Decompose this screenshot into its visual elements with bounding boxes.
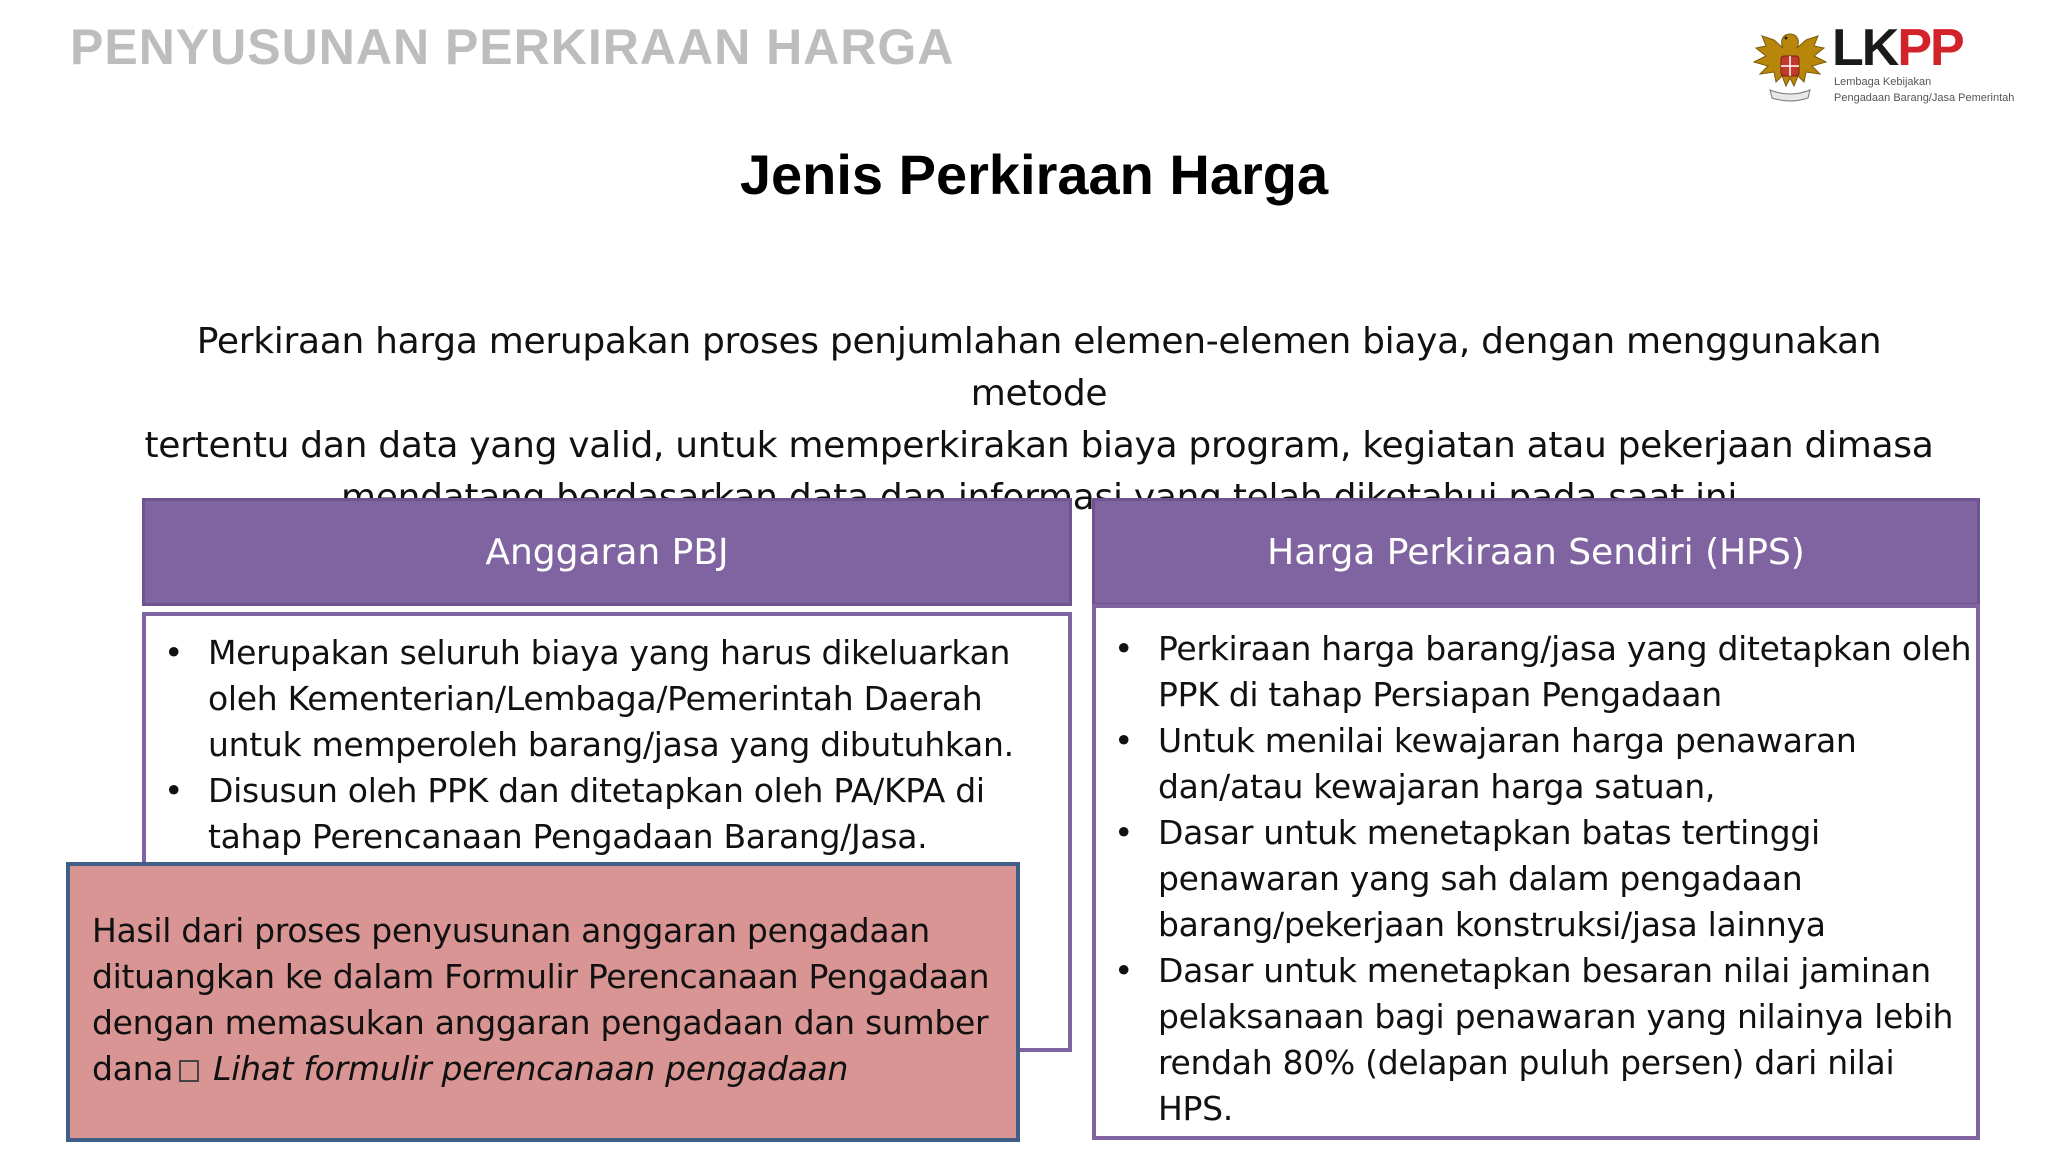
arrow-placeholder-icon [179,1060,199,1082]
logo-wordmark: LKPP [1832,19,1963,77]
garuda-emblem-icon [1752,26,1828,108]
list-item: • Perkiraan harga barang/jasa yang ditetapkan oleh PPK di tahap Persiapan Pengadaan [1096,626,1976,718]
intro-line: tertentu dan data yang valid, untuk memperkirakan biaya program, kegiatan atau pekerjaan dimasa [144,425,1934,466]
list-item: • Dasar untuk menetapkan besaran nilai jaminan pelaksanaan bagi penawaran yang nilainya lebih rendah 80% (delapan puluh persen) dari nilai HPS. [1096,948,1976,1132]
bullet-dot: • [1114,813,1134,852]
bullet-dot: • [1114,721,1134,760]
logo-tagline: Lembaga Kebijakan Pengadaan Barang/Jasa Pemerintah [1834,76,2015,104]
list-item: • Dasar untuk menetapkan batas tertinggi penawaran yang sah dalam pengadaan barang/pekerjaan konstruksi/jasa lainnya [1096,810,1976,948]
list-item: • Disusun oleh PPK dan ditetapkan oleh PA/KPA di tahap Perencanaan Pengadaan Barang/Jasa. [146,768,1068,860]
list-item: • Merupakan seluruh biaya yang harus dikeluarkan oleh Kementerian/Lembaga/Pemerintah Daerah untuk memperoleh barang/jasa yang dibutuhkan. [146,630,1068,768]
bullet-dot: • [1114,951,1134,990]
hps-header: Harga Perkiraan Sendiri (HPS) [1092,498,1980,606]
list-item: • Untuk menilai kewajaran harga penawaran dan/atau kewajaran harga satuan, [1096,718,1976,810]
anggaran-pbj-header: Anggaran PBJ [142,498,1072,606]
lkpp-logo [1752,19,2042,112]
slide-title: Jenis Perkiraan Harga [739,143,1329,206]
section-title: PENYUSUNAN PERKIRAAN HARGA [70,19,955,75]
callout-line: dengan memasukan anggaran pengadaan dan sumber [92,1003,989,1042]
intro-paragraph [130,316,1948,524]
bullet-dot: • [1114,629,1134,668]
anggaran-pbj-bullets [146,630,1068,860]
form-reference-link[interactable]: Lihat formulir perencanaan pengadaan [213,1049,849,1088]
bullet-dot: • [164,771,184,810]
callout-line: dana Lihat formulir perencanaan pengadaan [92,1049,849,1088]
callout-box [66,862,1020,1142]
bullet-dot: • [164,633,184,672]
callout-line: Hasil dari proses penyusunan anggaran pengadaan [92,911,930,950]
callout-line: dituangkan ke dalam Formulir Perencanaan Pengadaan [92,957,990,996]
hps-bullets [1096,626,1976,1132]
intro-line: Perkiraan harga merupakan proses penjumlahan elemen-elemen biaya, dengan menggunakan metode [196,321,1882,414]
hps-body [1092,604,1980,1140]
